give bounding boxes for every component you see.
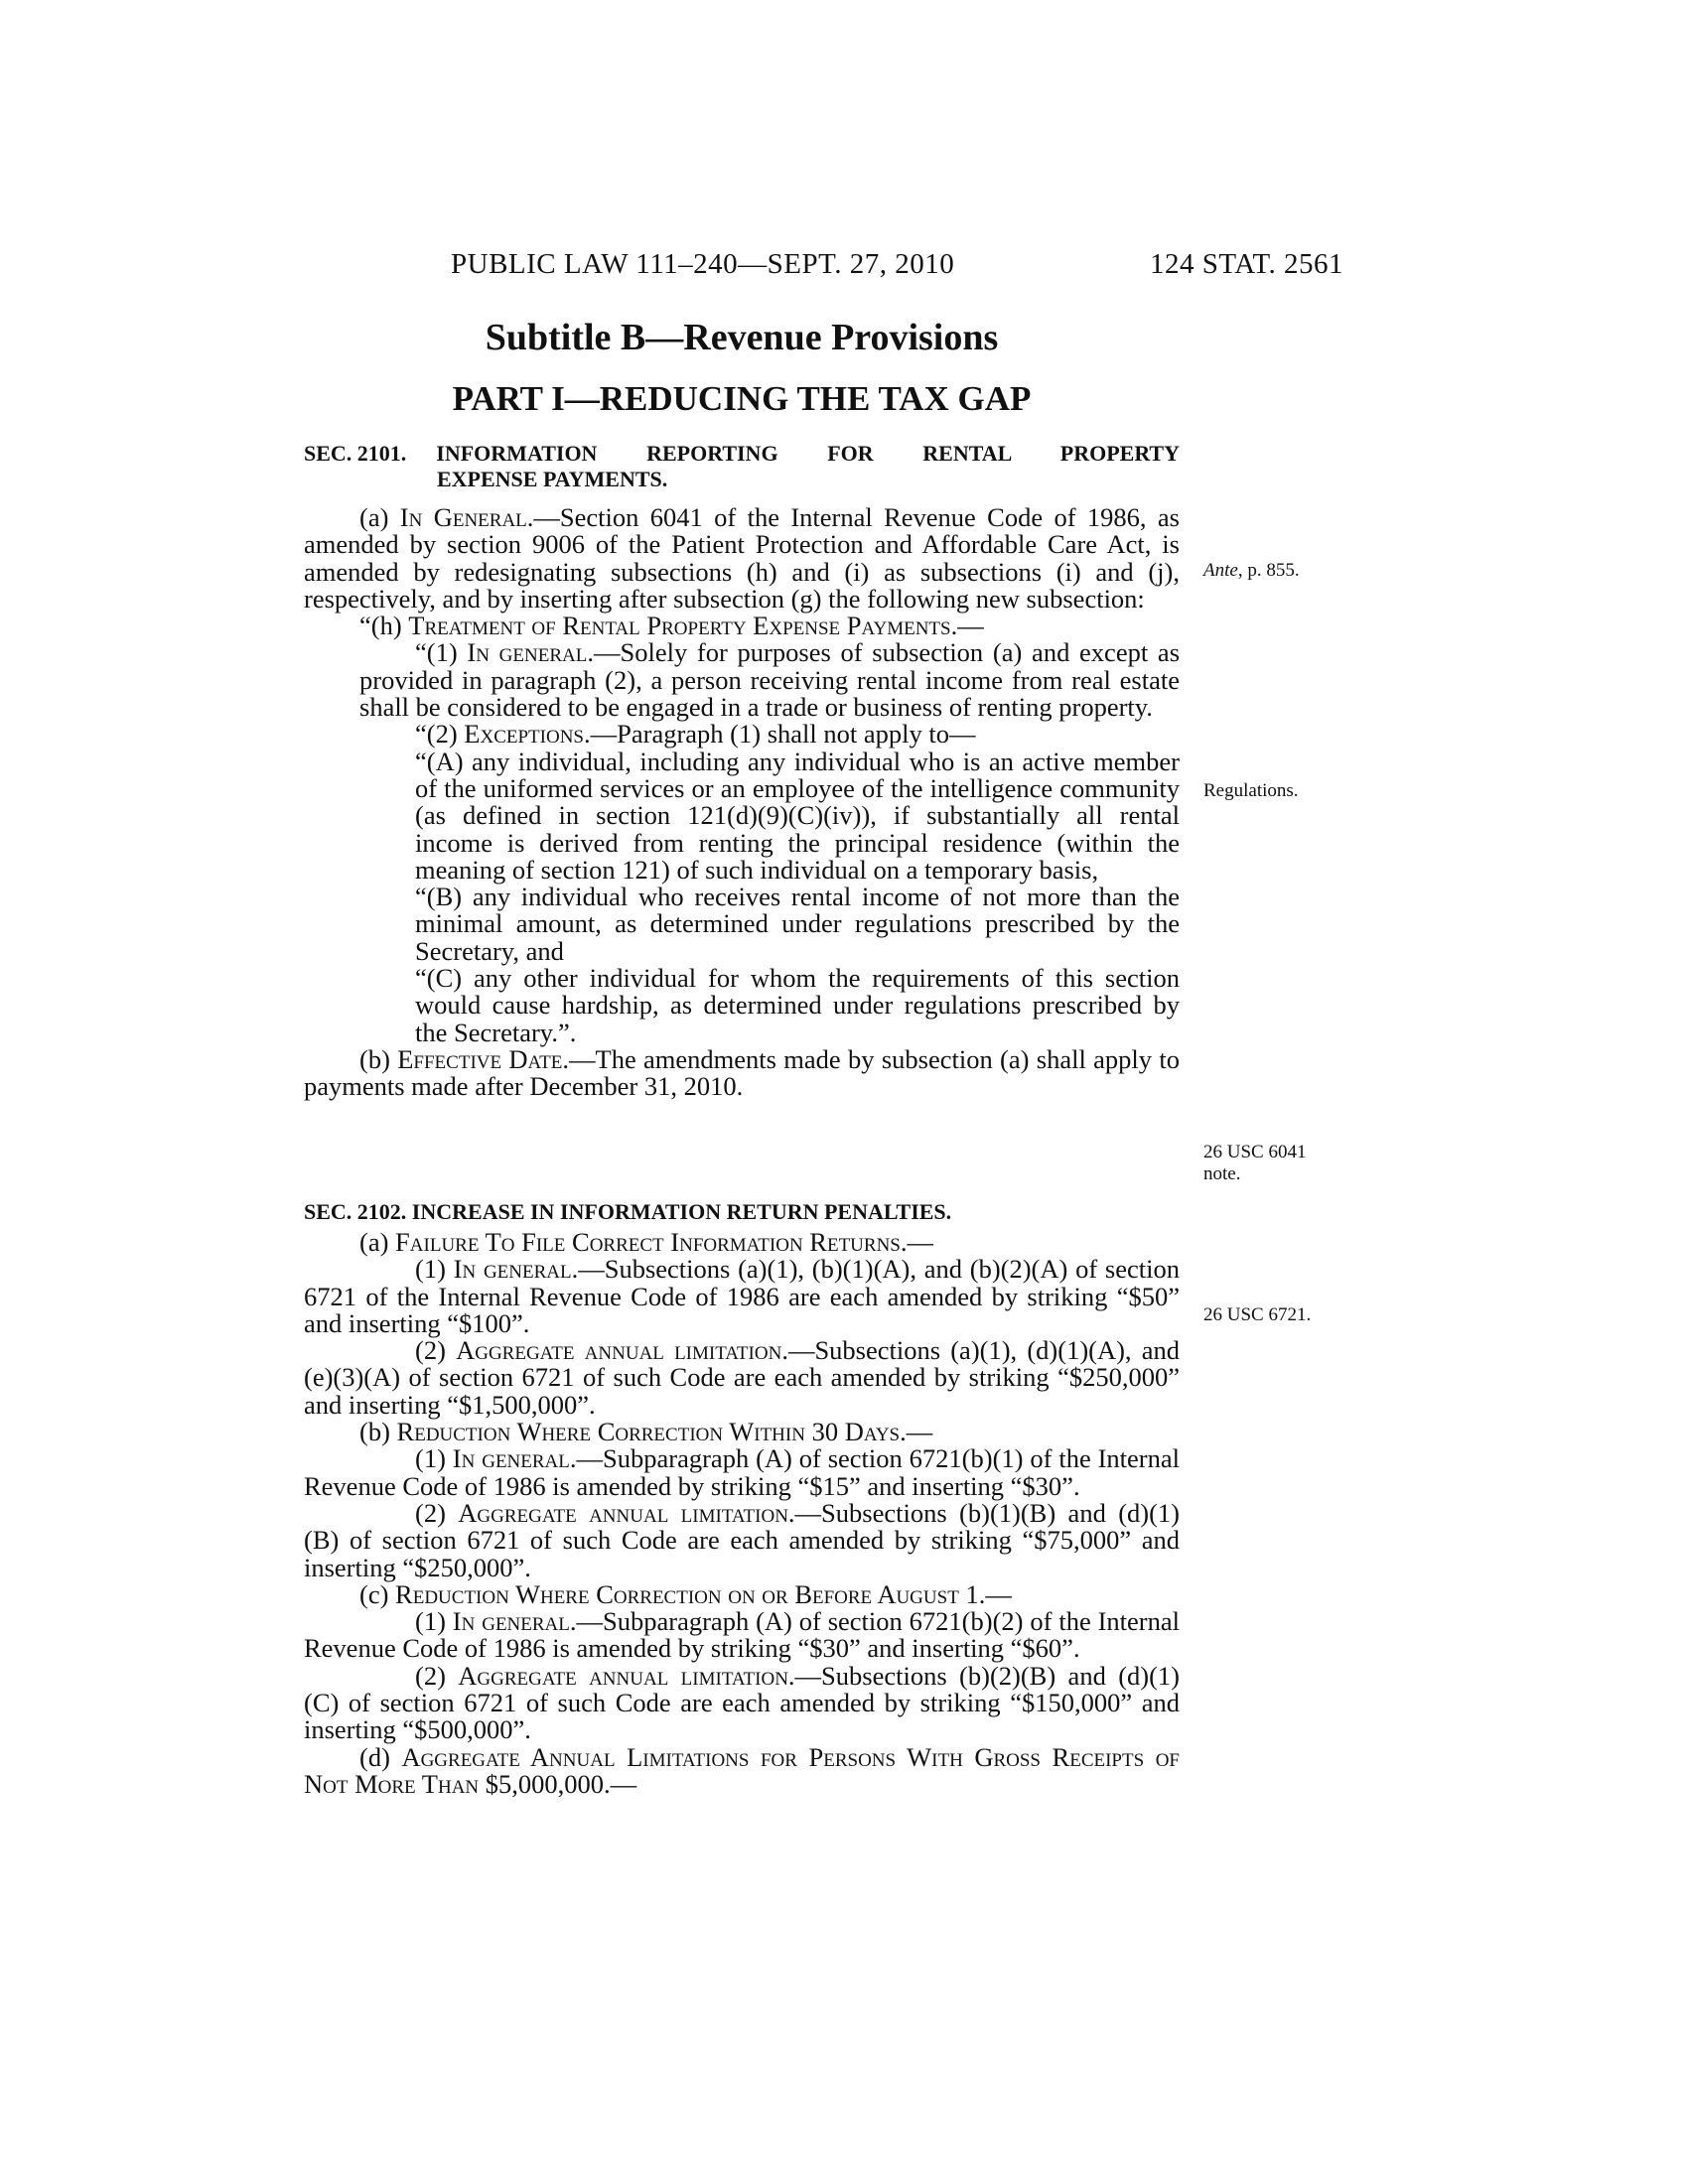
paragraph-c1: (1) In general.—Subparagraph (A) of section 6721(b)(2) of the Internal Revenue Code of 1986 is amended by striking “$30” and inserting “$60”. (304, 1606, 1180, 1664)
subparagraph-C: “(C) any other individual for whom the requirements of this section would cause hardship, as determined under regulations prescribed by the Secretary.”. (415, 963, 1180, 1047)
margin-note-regulations: Regulations. (1203, 780, 1299, 801)
subsection-b: (b) Effective Date.—The amendments made by subsection (a) shall apply to payments made after December 31, 2010. (304, 1043, 1180, 1102)
subtitle-heading: Subtitle B—Revenue Provisions (485, 317, 999, 358)
margin-note-26usc6041: 26 USC 6041 note. (1203, 1142, 1307, 1184)
paragraph-b2: (2) Aggregate annual limitation.—Subsections (b)(1)(B) and (d)(1)(B) of section 6721 of such Code are each amended by striking “$75,000” and inserting “$250,000”. (304, 1497, 1181, 1582)
running-header-left: PUBLIC LAW 111–240—SEPT. 27, 2010 (451, 248, 955, 280)
subsection-d: (d) Aggregate Annual Limitations for Persons With Gross Receipts of Not More Than $5,000,000.— (304, 1741, 1180, 1799)
subsection-h: “(h) Treatment of Rental Property Expense Payments.— (359, 611, 984, 641)
section-heading-line2: EXPENSE PAYMENTS. (437, 467, 668, 491)
subsection-a: (a) In General.—Section 6041 of the Internal Revenue Code of 1986, as amended by section 9006 of the Patient Protection and Affordable Care Act, is amended by redesignating subsections (h) and (i) as subsections (i) and (j), respectively, and by inserting after subsection (g) the following new subsection: (304, 502, 1180, 614)
subsection-c: (c) Reduction Where Correction on or Before August 1.— (359, 1578, 1012, 1609)
subparagraph-A: “(A) any individual, including any individual who is an active member of the uniformed services or an employee of the intelligence community (as defined in section 121(d)(9)(C)(iv)), if substantially all rental income is derived from renting the principal residence (within the meaning of section 121) of such individual on a temporary basis, (415, 746, 1180, 885)
subsection-a: (a) Failure To File Correct Information Returns.— (359, 1227, 933, 1257)
part-heading: PART I—REDUCING THE TAX GAP (452, 379, 1032, 418)
section-2101-heading (304, 441, 1180, 492)
paragraph-c2: (2) Aggregate annual limitation.—Subsections (b)(2)(B) and (d)(1)(C) of section 6721 of such Code are each amended by striking “$150,000” and inserting “$500,000”. (304, 1660, 1181, 1745)
subsection-b: (b) Reduction Where Correction Within 30 Days.— (359, 1417, 933, 1447)
subparagraph-B: “(B) any individual who receives rental income of not more than the minimal amount, as determined under regulations prescribed by the Secretary, and (415, 882, 1180, 966)
section-2101-body (304, 504, 1180, 1101)
margin-note-26usc6721: 26 USC 6721. (1203, 1304, 1312, 1325)
section-heading-line1: INFORMATION REPORTING FOR RENTAL PROPERTY (436, 441, 1180, 466)
margin-note-ante: Ante, p. 855. (1203, 560, 1300, 581)
paragraph-a1: (1) In general.—Subsections (a)(1), (b)(1)(A), and (b)(2)(A) of section 6721 of the Internal Revenue Code of 1986 are each amended by striking “$50” and inserting “$100”. (304, 1254, 1180, 1338)
page-citation: 124 STAT. 2561 (1150, 248, 1344, 280)
paragraph-h2: “(2) Exceptions.—Paragraph (1) shall not apply to— (415, 719, 976, 750)
section-2102-body (304, 1229, 1180, 1798)
section-2102-heading: SEC. 2102. INCREASE IN INFORMATION RETURN PENALTIES. (304, 1199, 952, 1224)
paragraph-h1: “(1) In general.—Solely for purposes of subsection (a) and except as provided in paragraph (2), a person receiving rental income from real estate shall be considered to be engaged in a trade or business of renting property. (359, 637, 1181, 723)
paragraph-b1: (1) In general.—Subparagraph (A) of section 6721(b)(1) of the Internal Revenue Code of 1986 is amended by striking “$15” and inserting “$30”. (304, 1443, 1180, 1501)
paragraph-a2: (2) Aggregate annual limitation.—Subsections (a)(1), (d)(1)(A), and (e)(3)(A) of section 6721 of such Code are each amended by striking “$250,000” and inserting “$1,500,000”. (304, 1335, 1180, 1420)
section-number: SEC. 2101. (304, 441, 407, 466)
